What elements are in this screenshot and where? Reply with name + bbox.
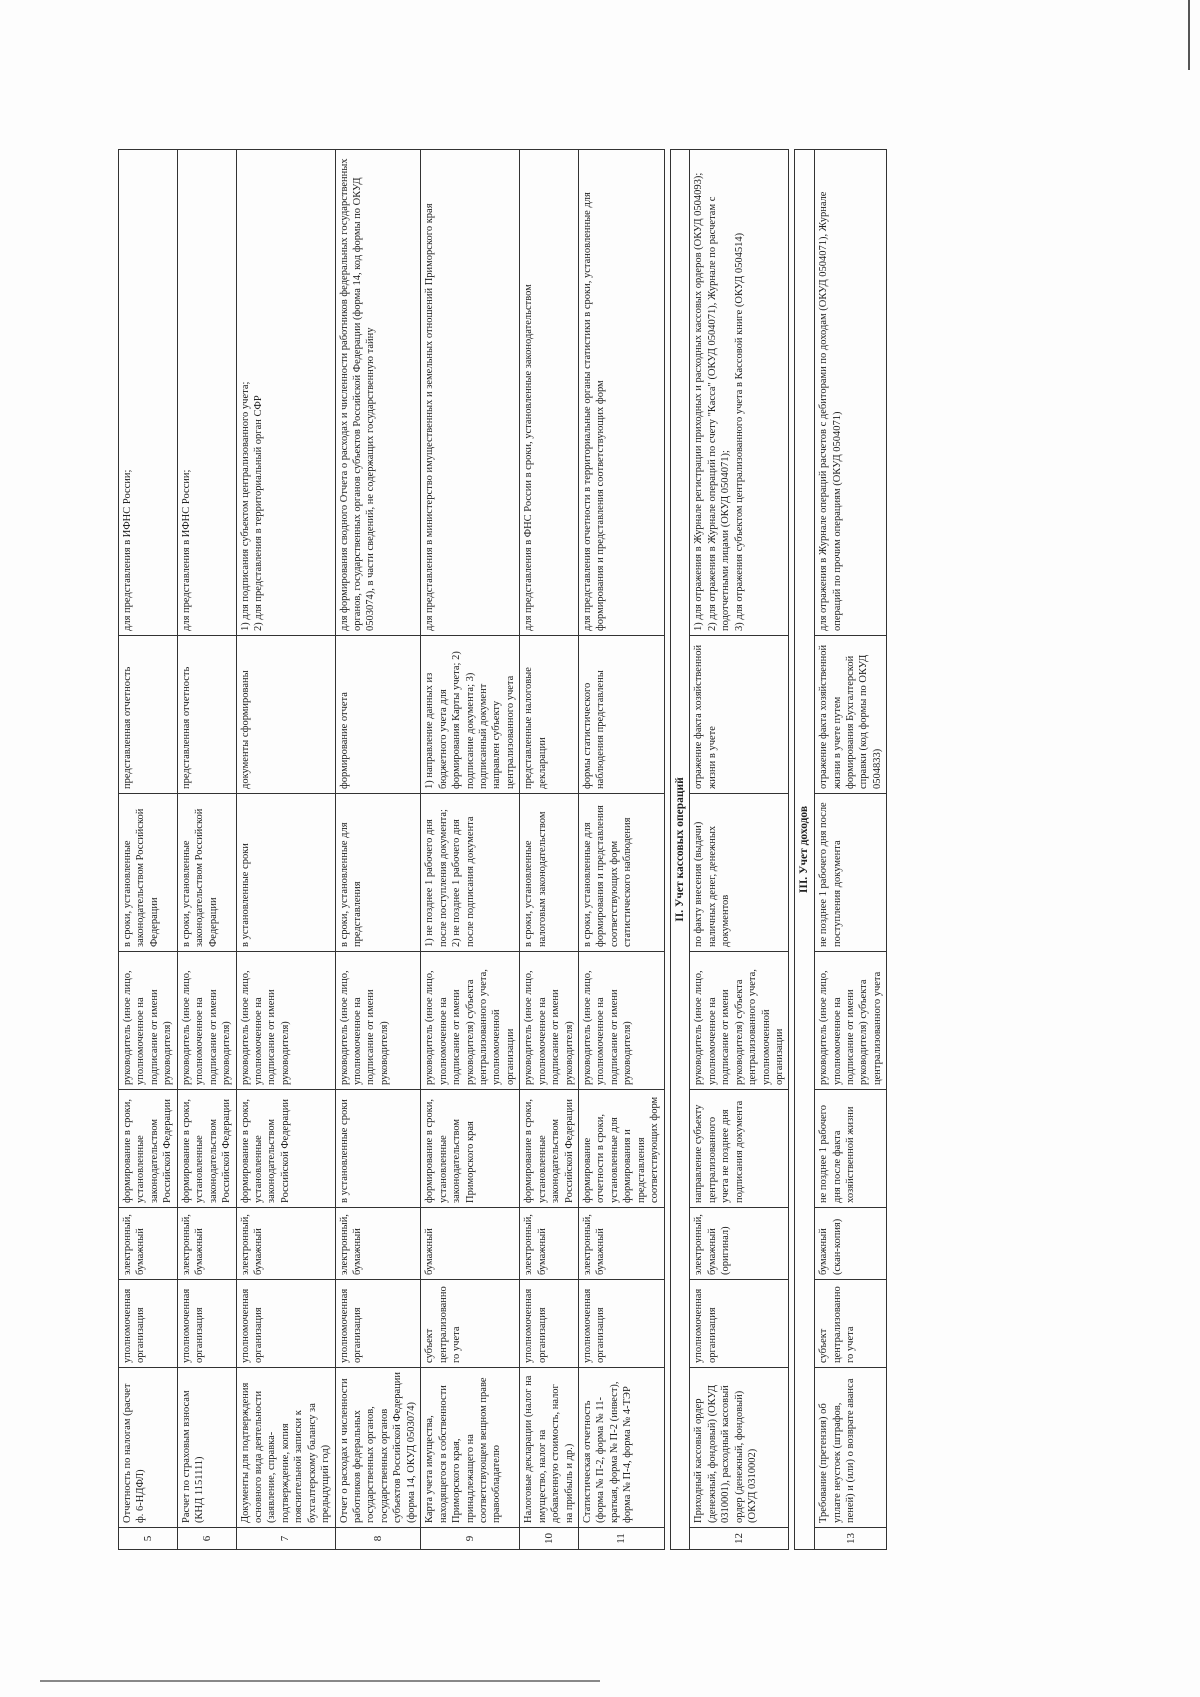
cell-result: формирование отчета [335, 636, 421, 794]
cell-result: 1) направление данных из бюджетного учета для формирования Карты учета; 2) подписание документа; 3) подписанный документ направлен субъекту централизованного учета [421, 636, 520, 794]
cell-responsible: уполномоченная организация [690, 1280, 789, 1368]
cell-purpose: для представления в ИФНС России; [177, 150, 236, 636]
table-row [119, 150, 178, 1550]
cell-document: Отчет о расходах и численности работников федеральных государственных органов, государственных органов субъектов Российской Федерации (форма 14, ОКУД 0503074) [335, 1368, 421, 1528]
cell-responsible: уполномоченная организация [520, 1280, 579, 1368]
cell-responsible: уполномоченная организация [335, 1280, 421, 1368]
row-number: 12 [690, 1528, 789, 1550]
cell-purpose: для представления в министерство имущественных и земельных отношений Приморского края [421, 150, 520, 636]
row-number: 7 [236, 1528, 335, 1550]
cell-document: Статистическая отчетность (форма № П-2, форма № 11-краткая, форма № П-2 (инвест), форма № П-4, форма № 4-ТЭР [579, 1368, 665, 1528]
cell-format: электронный, бумажный [119, 1208, 178, 1280]
table-row [815, 150, 887, 1550]
cell-term: формирование в сроки, установленные законодательством Приморского края [421, 1090, 520, 1208]
cell-sign-term: 1) не позднее 1 рабочего дня после поступления документа; 2) не позднее 1 рабочего дня после подписания документа [421, 794, 520, 952]
cell-result: отражение факта хозяйственной жизни в учете путем формирования Бухгалтерской справки (код формы по ОКУД 0504833) [815, 636, 887, 794]
section-row [795, 150, 815, 1550]
cell-term: не позднее 1 рабочего дня после факта хозяйственной жизни [815, 1090, 887, 1208]
row-number: 9 [421, 1528, 520, 1550]
row-number: 13 [815, 1528, 887, 1550]
cell-format: электронный, бумажный [579, 1208, 665, 1280]
cell-document: Приходный кассовый ордер (денежный, фондовый) (ОКУД 0310001), расходный кассовый ордер (денежный, фондовый) (ОКУД 0310002) [690, 1368, 789, 1528]
document-table [118, 149, 887, 1550]
cell-term: формирование в сроки, установленные законодательством Российской Федерации [520, 1090, 579, 1208]
cell-signer: руководитель (иное лицо, уполномоченное на подписание от имени руководителя) [236, 952, 335, 1090]
cell-responsible: субъект централизованного учета [421, 1280, 520, 1368]
cell-format: бумажный [421, 1208, 520, 1280]
scan-edge-mark [1188, 0, 1190, 70]
table-row [421, 150, 520, 1550]
cell-result: документы сформированы [236, 636, 335, 794]
table-body-main [119, 150, 671, 1550]
table-row [177, 150, 236, 1550]
cell-format: электронный, бумажный [236, 1208, 335, 1280]
cell-sign-term: в установленные сроки [236, 794, 335, 952]
row-number: 10 [520, 1528, 579, 1550]
cell-format: электронный, бумажный [335, 1208, 421, 1280]
cell-document: Налоговые декларации (налог на имущество, налог на добавленную стоимость, налог на прибыль и др.) [520, 1368, 579, 1528]
table-row [690, 150, 789, 1550]
cell-signer: руководитель (иное лицо, уполномоченное на подписание от имени руководителя) [579, 952, 665, 1090]
cell-document: Требование (претензия) об уплате неустоек (штрафов, пеней) и (или) о возврате аванса [815, 1368, 887, 1528]
table-row [236, 150, 335, 1550]
cell-document: Отчетность по налогам (расчет ф. 6-НДФЛ) [119, 1368, 178, 1528]
section-kassa [670, 150, 887, 1550]
cell-sign-term: по факту внесения (выдачи) наличных денег, денежных документов [690, 794, 789, 952]
cell-responsible: уполномоченная организация [177, 1280, 236, 1368]
cell-document: Документы для подтверждения основного вида деятельности (заявление, справка-подтверждение, копия пояснительной записки к бухгалтерскому балансу за предыдущий год) [236, 1368, 335, 1528]
section-title: III. Учет доходов [795, 150, 815, 1550]
cell-format: электронный, бумажный [177, 1208, 236, 1280]
cell-result: представленные налоговые декларации [520, 636, 579, 794]
rotated-table-sheet [118, 150, 1008, 1550]
table-row [579, 150, 665, 1550]
cell-result: представленная отчетность [119, 636, 178, 794]
cell-result: отражение факта хозяйственной жизни в учете [690, 636, 789, 794]
cell-sign-term: в сроки, установленные для представления [335, 794, 421, 952]
cell-responsible: уполномоченная организация [236, 1280, 335, 1368]
cell-purpose: для представления в ФНС России в сроки, установленные законодательством [520, 150, 579, 636]
cell-signer: руководитель (иное лицо, уполномоченное на подписание от имени руководителя) субъекта централизованного учета, уполномоченной организации [421, 952, 520, 1090]
cell-signer: руководитель (иное лицо, уполномоченное на подписание от имени руководителя) субъекта централизованного учета [815, 952, 887, 1090]
cell-term: формирование в сроки, установленные законодательством Российской Федерации [236, 1090, 335, 1208]
cell-responsible: субъект централизованного учета [815, 1280, 887, 1368]
row-number: 6 [177, 1528, 236, 1550]
table-row [335, 150, 421, 1550]
cell-purpose: для представления в ИФНС России; [119, 150, 178, 636]
cell-signer: руководитель (иное лицо, уполномоченное на подписание от имени руководителя) субъекта централизованного учета, уполномоченной организации [690, 952, 789, 1090]
cell-sign-term: в сроки, установленные законодательством Российской Федерации [119, 794, 178, 952]
cell-term: формирование в сроки, установленные законодательством Российской Федерации [177, 1090, 236, 1208]
row-number: 8 [335, 1528, 421, 1550]
cell-sign-term: в сроки, установленные законодательством Российской Федерации [177, 794, 236, 952]
cell-term: направление субъекту централизованного учета не позднее дня подписания документа [690, 1090, 789, 1208]
cell-sign-term: в сроки, установленные налоговым законодательством [520, 794, 579, 952]
cell-result: формы статистического наблюдения представлены [579, 636, 665, 794]
cell-signer: руководитель (иное лицо, уполномоченное на подписание от имени руководителя) [119, 952, 178, 1090]
cell-responsible: уполномоченная организация [579, 1280, 665, 1368]
cell-purpose: для отражения в Журнале операций расчетов с дебиторами по доходам (ОКУД 0504071), Журнале операций по прочим операциям (ОКУД 0504071) [815, 150, 887, 636]
cell-sign-term: в сроки, установленные для формирования и представления соответствующих форм статистического наблюдения [579, 794, 665, 952]
cell-result: представленная отчетность [177, 636, 236, 794]
row-number: 5 [119, 1528, 178, 1550]
cell-signer: руководитель (иное лицо, уполномоченное на подписание от имени руководителя) [520, 952, 579, 1090]
section-title: II. Учет кассовых операций [670, 150, 690, 1550]
cell-purpose: для представления отчетности в территориальные органы статистики в сроки, установленные для формирования и представления соответствующих форм [579, 150, 665, 636]
cell-term: формирование отчетности в сроки, установленные для формирования и представления соответствующих форм [579, 1090, 665, 1208]
section-row [670, 150, 690, 1550]
cell-document: Расчет по страховым взносам (КНД 1151111) [177, 1368, 236, 1528]
cell-format: бумажный (скан-копия) [815, 1208, 887, 1280]
cell-document: Карта учета имущества, находящегося в собственности Приморского края, принадлежащего на соответствующем вещном праве правообладателю [421, 1368, 520, 1528]
cell-purpose: 1) для подписания субъектом централизованного учета; 2) для представления в территориальный орган СФР [236, 150, 335, 636]
row-number: 11 [579, 1528, 665, 1550]
cell-term: формирование в сроки, установленные законодательством Российской Федерации [119, 1090, 178, 1208]
cell-format: электронный, бумажный (оригинал) [690, 1208, 789, 1280]
cell-format: электронный, бумажный [520, 1208, 579, 1280]
cell-purpose: для формирования сводного Отчета о расходах и численности работников федеральных государственных органов, государственных органов субъектов Российской Федерации (форма 14, код формы по ОКУД 0503074), в части сведений, не содержащих государственную тайну [335, 150, 421, 636]
cell-purpose: 1) для отражения в Журнале регистрации приходных и расходных кассовых ордеров (ОКУД 0504093); 2) для отражения в Журнале операций по счету "Касса" (ОКУД 0504071), Журнале по расчетам с подотчетными лицами (ОКУД 0504071); 3) для отражения субъектом централизованного учета в Кассовой книге (ОКУД 0504514) [690, 150, 789, 636]
cell-sign-term: не позднее 1 рабочего дня после поступления документа [815, 794, 887, 952]
table-row [520, 150, 579, 1550]
cell-signer: руководитель (иное лицо, уполномоченное на подписание от имени руководителя) [177, 952, 236, 1090]
cell-responsible: уполномоченная организация [119, 1280, 178, 1368]
cell-term: в установленные сроки [335, 1090, 421, 1208]
cell-signer: руководитель (иное лицо, уполномоченное на подписание от имени руководителя) [335, 952, 421, 1090]
scan-bottom-line [40, 1680, 600, 1682]
